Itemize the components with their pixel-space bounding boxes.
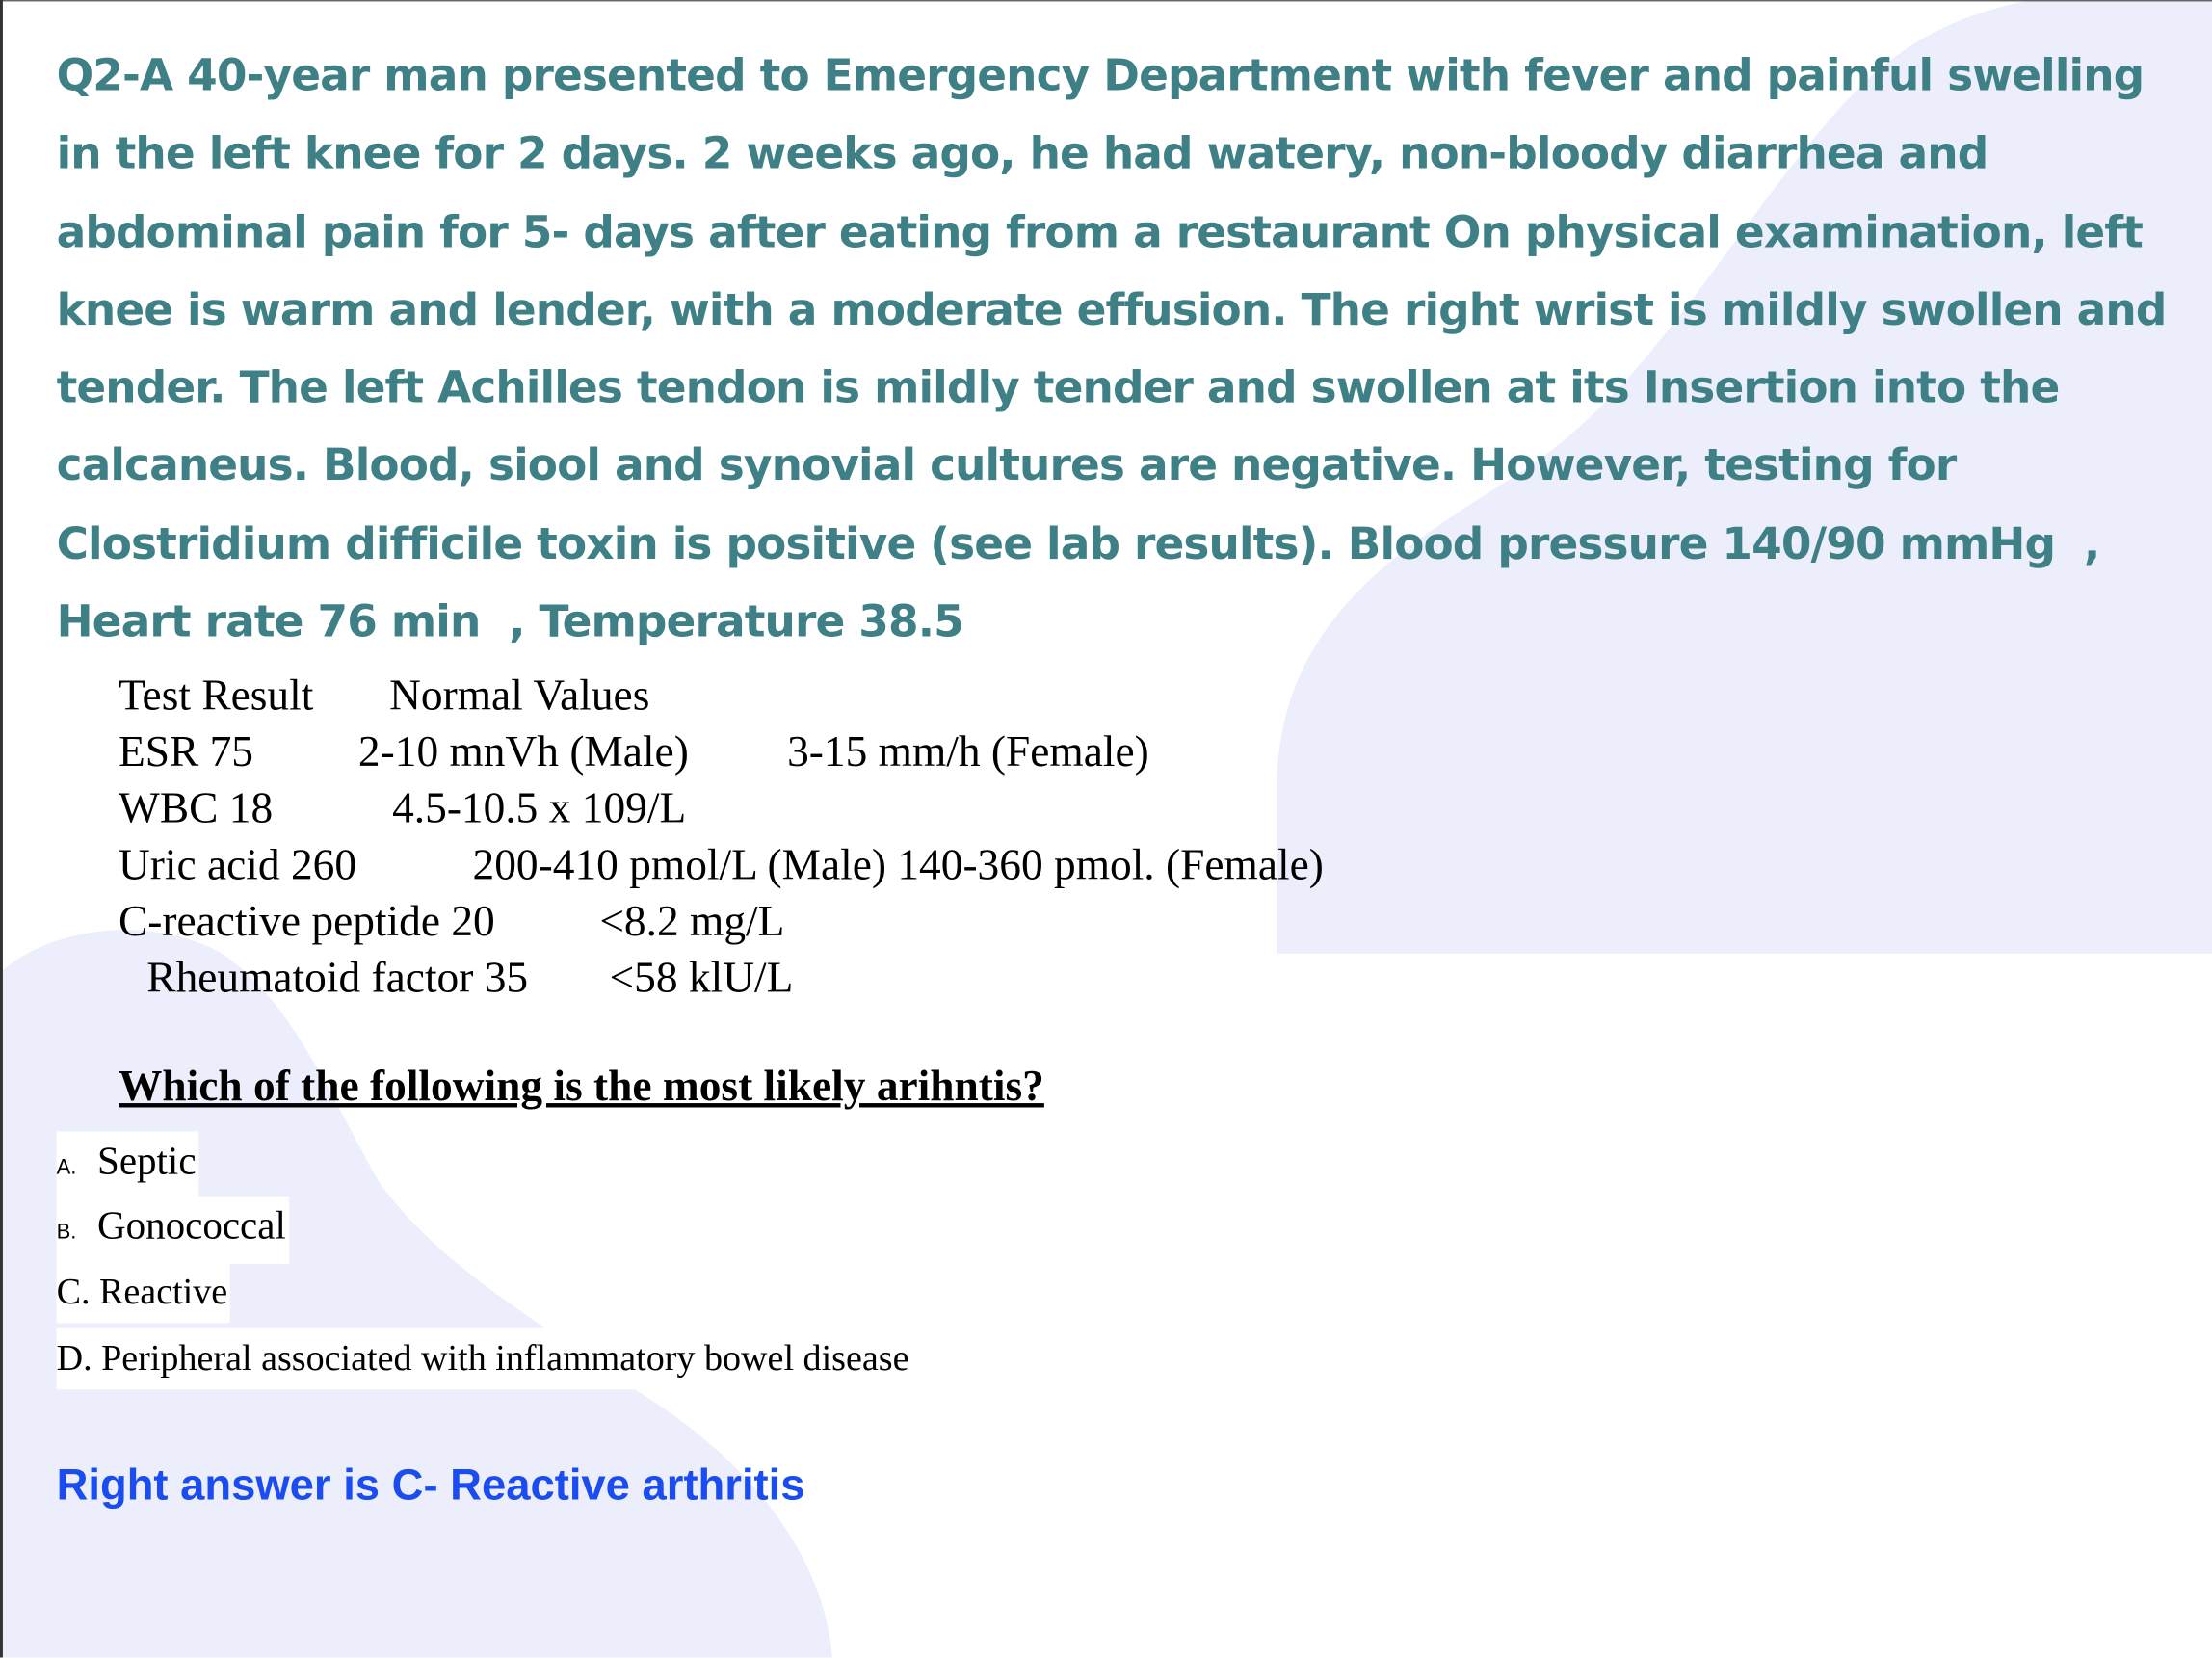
- option-d[interactable]: [57, 1328, 912, 1389]
- option-letter: C.: [56, 1271, 91, 1312]
- option-text: Gonococcal: [97, 1204, 286, 1249]
- lab-header-normal: Normal Values: [389, 670, 650, 720]
- frame-top-edge: [0, 0, 2212, 1]
- option-text: Septic: [97, 1140, 197, 1184]
- lab-normal-female: 3-15 mm/h (Female): [787, 726, 1149, 776]
- option-text: Reactive: [99, 1271, 228, 1312]
- option-letter: D.: [56, 1337, 92, 1379]
- lab-test: C-reactive peptide 20: [118, 895, 495, 946]
- question-text: Q2-A 40-year man presented to Emergency Department with fever and painful swelling in the left knee for 2 days. 2 weeks ago, he had watery, non-bloody diarrhea and abdominal pain for 5- days after eating from a restaurant On physical examination, left knee is warm and lender, with a moderate effusion. The right wrist is mildly swollen and tender. The left Achilles tendon is mildly tender and swollen at its Insertion into the calcaneus. Blood, siool and synovial cultures are negative. However, testing for Clostridium difficile toxin is positive (see lab results). Blood pressure 140/90 mmHg , Heart rate 76 min , Temperature 38.5: [56, 50, 2167, 648]
- lab-header-test: Test Result: [118, 670, 314, 720]
- option-c[interactable]: [57, 1261, 231, 1323]
- question-prompt: Which of the following is the most likely arihntis?: [118, 1061, 1044, 1111]
- frame-left-edge: [0, 0, 3, 1658]
- option-b[interactable]: [57, 1197, 289, 1264]
- lab-normal: 200-410 pmol/L (Male) 140-360 pmol. (Female): [472, 839, 1324, 889]
- lab-test: WBC 18: [118, 782, 274, 832]
- lab-normal: <8.2 mg/L: [599, 895, 785, 946]
- lab-test: Uric acid 260: [118, 839, 357, 889]
- lab-normal: 4.5-10.5 x 109/L: [392, 782, 687, 832]
- answer-text: Right answer is C- Reactive arthritis: [56, 1460, 805, 1510]
- option-text: Peripheral associated with inflammatory bowel disease: [101, 1337, 909, 1379]
- lab-test: ESR 75: [118, 726, 254, 776]
- lab-normal: 2-10 mnVh (Male): [357, 726, 689, 776]
- lab-normal: <58 klU/L: [609, 952, 794, 1002]
- option-a[interactable]: [57, 1131, 199, 1198]
- option-letter: B.: [56, 1220, 77, 1245]
- option-letter: A.: [56, 1155, 77, 1180]
- lab-test: Rheumatoid factor 35: [146, 952, 529, 1002]
